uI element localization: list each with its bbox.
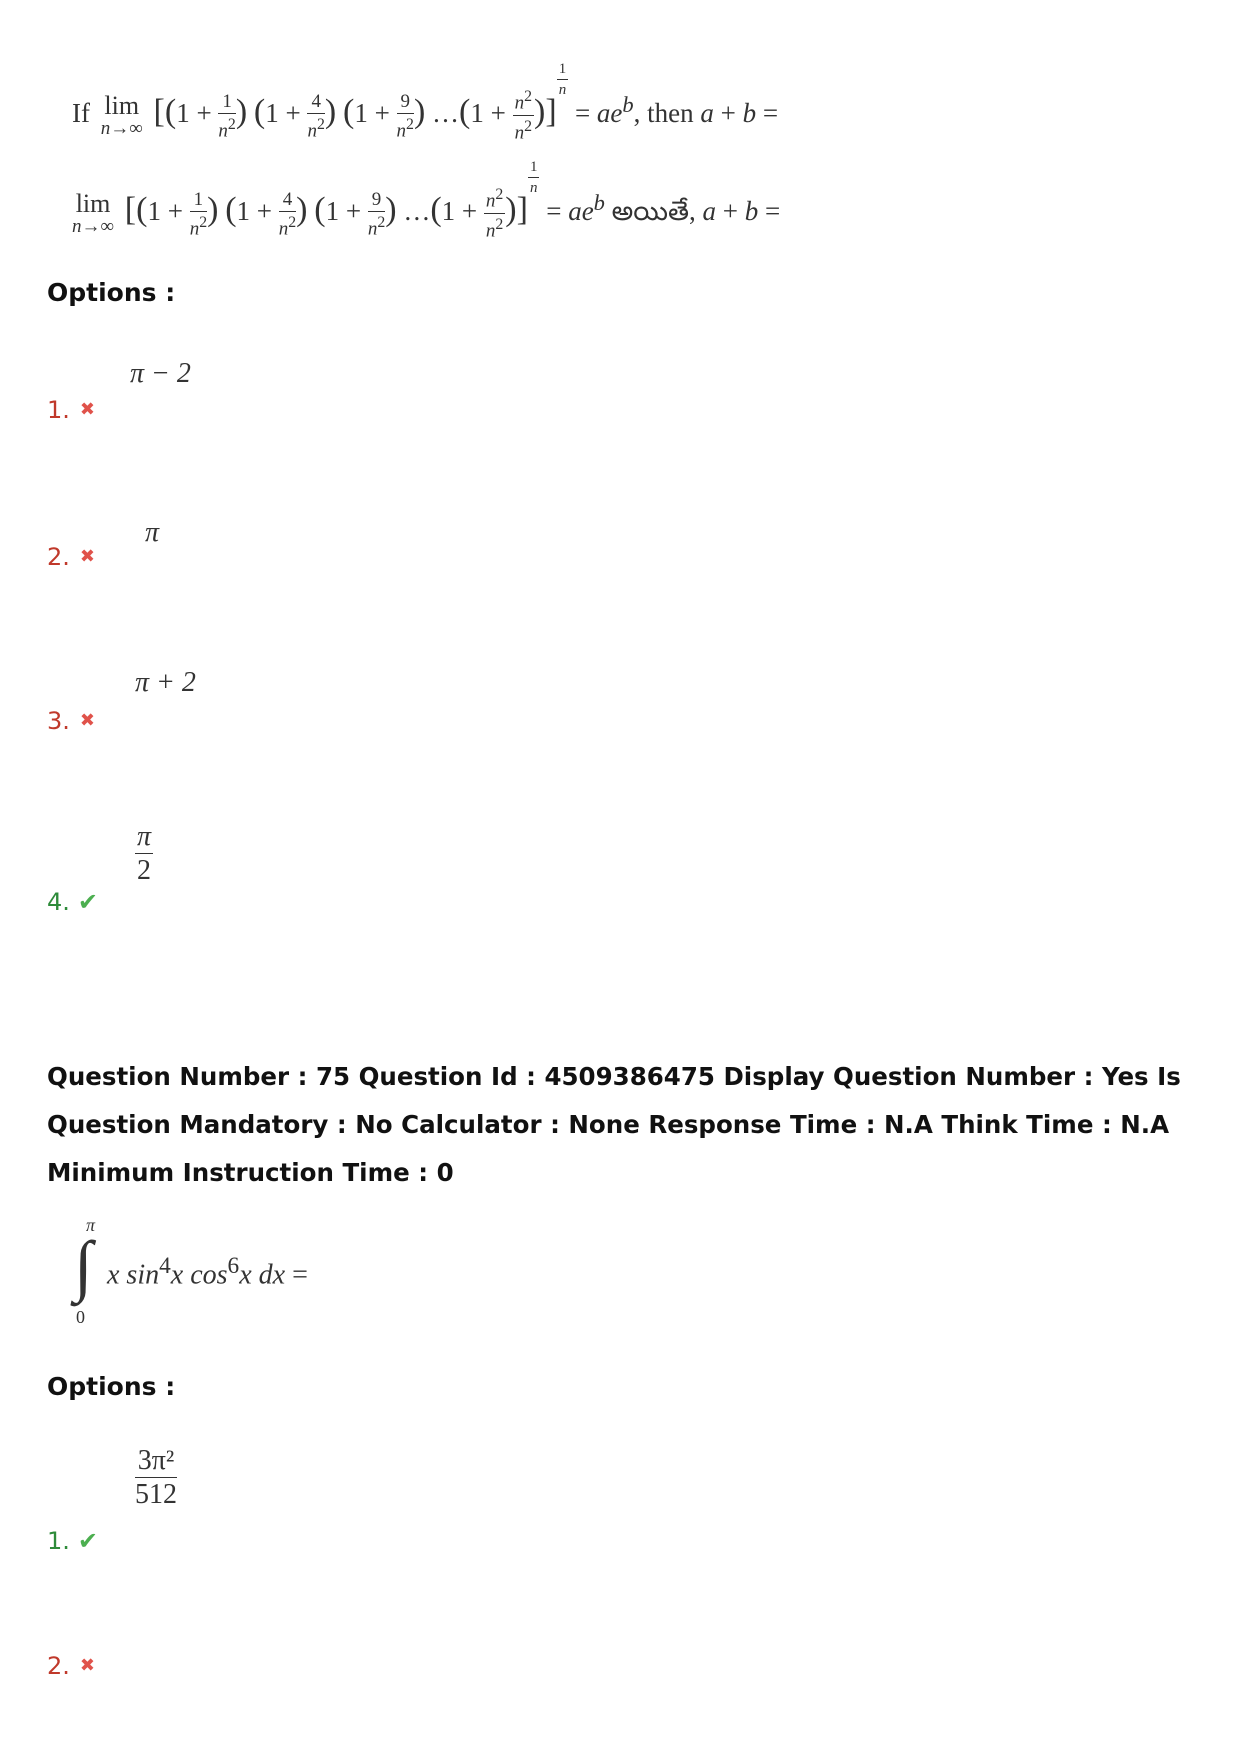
q74-formula-english: If lim n→∞ [(1 + $\frac{1}{n^2}$ ) (1 + $\frac{4}{n^2}$ ) (1 + $\frac{9}{n^2}$ ) …(1 + $\frac{n^2}{n^2}$ )] $\frac{1}{n}$ = $ae^b$, then a + b = [72,61,779,144]
q75-option-1[interactable] [47,1527,98,1555]
integral-sign: ∫ [74,1227,93,1303]
q74-option-2-value: π [145,517,160,548]
fraction-denominator: 512 [135,1479,177,1510]
cross-icon: ✖ [79,399,95,420]
check-icon: ✔ [77,888,99,916]
option-number: 4. [47,888,70,916]
q74-option-4[interactable] [47,888,98,916]
cross-icon: ✖ [79,710,95,731]
limit-operator: lim n→∞ [72,189,115,238]
cross-icon: ✖ [79,1655,95,1676]
q75-options-heading: Options : [47,1372,176,1401]
check-icon: ✔ [77,1527,99,1555]
q74-option-1-value: π − 2 [130,358,191,389]
q75-option-2[interactable] [47,1652,95,1680]
q75-option-1-value [135,1447,177,1509]
q74-formula-telugu: lim n→∞ [(1 + $\frac{1}{n^2}$ ) (1 + $\frac{4}{n^2}$ ) (1 + $\frac{9}{n^2}$ ) …(1 + $\frac{n^2}{n^2}$ )] $\frac{1}{n}$ = $ae^b$ అయితే, a + b = [72,159,781,242]
fraction-denominator: 2 [137,855,152,886]
option-number: 2. [47,543,70,571]
fraction-numerator: π [137,821,152,852]
q74-then-word: , then [633,98,694,128]
integral-upper-limit: π [86,1215,96,1235]
q74-option-3-value: π + 2 [135,667,196,698]
q74-if-word: If [72,98,90,128]
limit-operator: lim n→∞ [100,91,143,140]
q74-option-1[interactable] [47,396,95,424]
fraction-numerator: 3π² [135,1447,177,1478]
option-number: 3. [47,707,70,735]
q75-metadata: Question Number : 75 Question Id : 4509386475 Display Question Number : Yes Is Question Mandatory : No Calculator : None Response Time : N.A Think Time : N.A Minimum Instruction Time : 0 [47,1062,1181,1187]
q74-option-3[interactable] [47,707,95,735]
q74-option-4-value [135,823,153,885]
q74-option-2[interactable] [47,543,95,571]
option-number: 1. [47,1527,70,1555]
option-number: 1. [47,396,70,424]
q74-telugu-word: అయితే, [611,196,696,226]
option-number: 2. [47,1652,70,1680]
integral-lower-limit: 0 [76,1307,85,1327]
cross-icon: ✖ [79,546,95,567]
integrand: x $\sin^4x$ $\cos^6x$ dx = [107,1253,308,1291]
q74-options-heading: Options : [47,278,176,307]
